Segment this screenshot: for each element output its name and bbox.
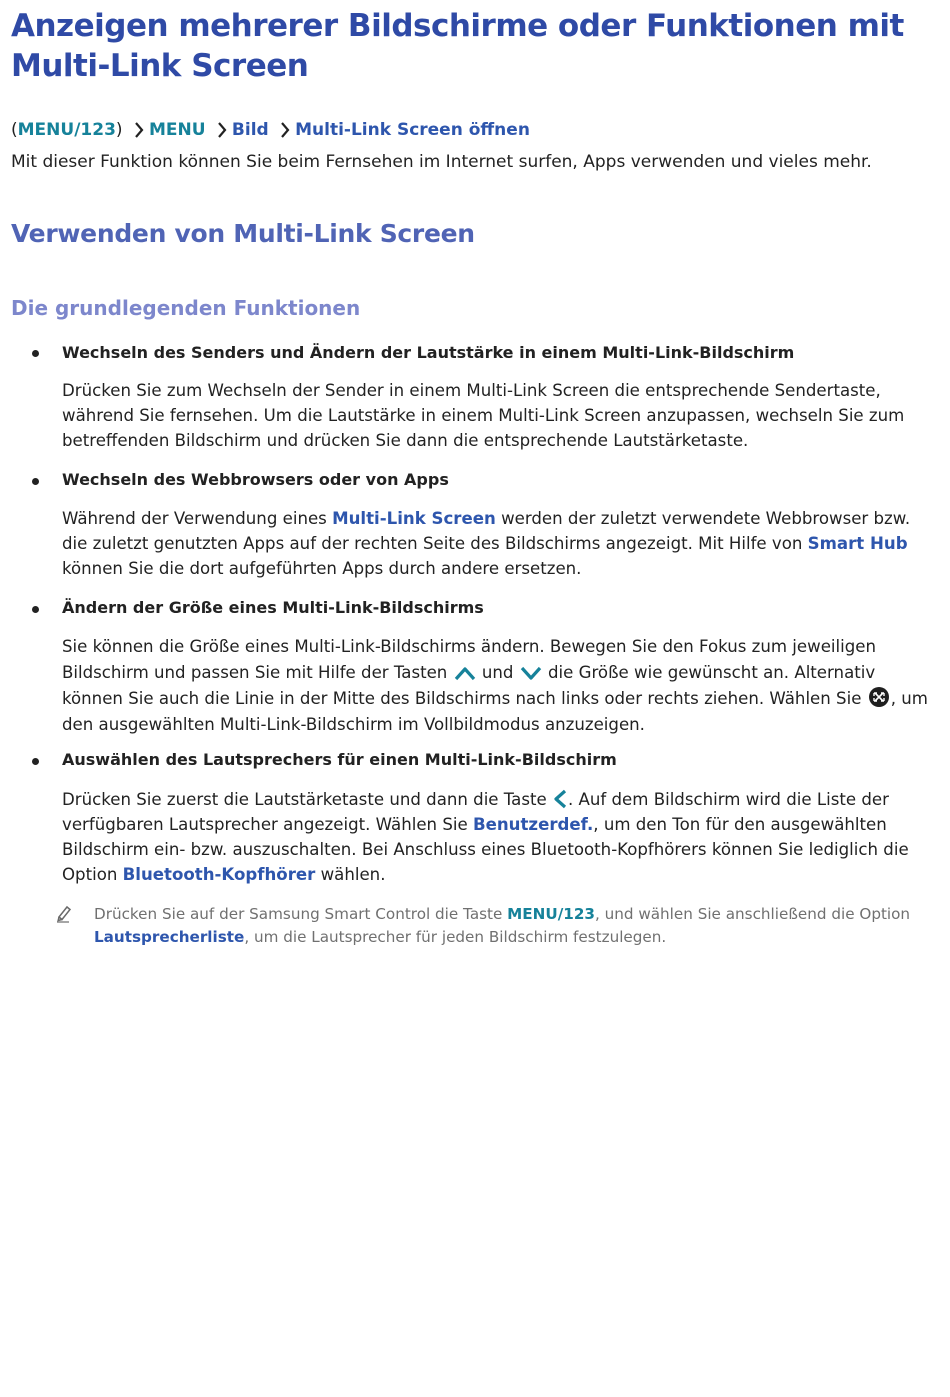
chevron-right-icon xyxy=(217,122,227,138)
text-fragment: wählen. xyxy=(315,865,386,884)
link-bluetooth-kopfhoerer[interactable]: Bluetooth-Kopfhörer xyxy=(122,865,316,884)
breadcrumb-target[interactable]: Multi-Link Screen öffnen xyxy=(295,120,530,140)
chevron-up-icon xyxy=(453,664,477,682)
text-fragment: . Auf dem Bildschirm wird die Liste der verfügbaren Lautsprecher angezeigt. Wählen Sie xyxy=(62,790,889,834)
breadcrumb-close-paren: ) xyxy=(115,120,123,140)
breadcrumb-menu[interactable]: MENU xyxy=(148,120,206,140)
text-fragment: , und wählen Sie anschließend die Option xyxy=(594,905,911,923)
chevron-down-icon xyxy=(519,664,543,682)
pencil-note-icon xyxy=(55,903,73,923)
item-title: Ändern der Größe eines Multi-Link-Bildschirms xyxy=(62,598,484,617)
bullet-dot xyxy=(32,606,39,613)
chevron-right-icon xyxy=(280,122,290,138)
item-text: Drücken Sie zum Wechseln der Sender in einem Multi-Link Screen die entsprechende Sendertaste, während Sie fernsehen. Um die Lautstärke in einem Multi-Link Screen anzupassen, wechseln Sie zum betreffenden Bildschirm und drücken Sie dann die entsprechende Lautstärketaste. xyxy=(62,381,905,450)
text-fragment: können Sie die dort aufgeführten Apps durch andere ersetzen. xyxy=(62,559,582,578)
breadcrumb-menu123[interactable]: MENU/123 xyxy=(17,120,116,140)
bullet-dot xyxy=(32,478,39,485)
text-fragment: Drücken Sie auf der Samsung Smart Control die Taste xyxy=(94,905,508,923)
item-text xyxy=(62,506,928,581)
text-fragment: Drücken Sie zuerst die Lautstärketaste und dann die Taste xyxy=(62,790,552,809)
item-title: Auswählen des Lautsprechers für einen Multi-Link-Bildschirm xyxy=(62,750,617,769)
note-text xyxy=(94,903,924,949)
text-fragment: , um die Lautsprecher für jeden Bildschirm festzulegen. xyxy=(244,928,667,946)
item-text xyxy=(62,634,928,738)
text-fragment: , um den ausgewählten Multi-Link-Bildschirm im Vollbildmodus anzuzeigen. xyxy=(62,689,928,734)
bullet-dot xyxy=(32,350,39,357)
item-title: Wechseln des Senders und Ändern der Lautstärke in einem Multi-Link-Bildschirm xyxy=(62,343,795,362)
expand-button-icon xyxy=(867,686,891,708)
link-smart-hub[interactable]: Smart Hub xyxy=(807,534,908,553)
item-title: Wechseln des Webbrowsers oder von Apps xyxy=(62,470,449,489)
breadcrumb-open-paren: ( xyxy=(11,120,18,140)
link-benutzerdef[interactable]: Benutzerdef. xyxy=(472,815,594,834)
intro-text: Mit dieser Funktion können Sie beim Fernsehen im Internet surfen, Apps verwenden und vieles mehr. xyxy=(11,152,872,172)
subsection-title: Die grundlegenden Funktionen xyxy=(11,296,361,320)
text-fragment: die Größe wie gewünscht an. Alternativ können Sie auch die Linie in der Mitte des Bildschirms nach links oder rechts ziehen. Wählen Sie xyxy=(62,663,876,708)
link-lautsprecherliste[interactable]: Lautsprecherliste xyxy=(94,928,245,946)
section-title: Verwenden von Multi-Link Screen xyxy=(11,219,475,248)
chevron-right-icon xyxy=(134,122,144,138)
text-fragment: und xyxy=(476,663,519,682)
page-title: Anzeigen mehrerer Bildschirme oder Funktionen mit Multi-Link Screen xyxy=(11,8,904,84)
chevron-left-icon xyxy=(552,789,568,809)
note-key-menu123[interactable]: MENU/123 xyxy=(507,905,595,923)
bullet-dot xyxy=(32,758,39,765)
item-text xyxy=(62,787,928,887)
breadcrumb xyxy=(11,119,530,141)
text-fragment: , um den Ton für den ausgewählten Bildschirm ein- bzw. auszuschalten. Bei Anschluss eines Bluetooth-Kopfhörers können Sie lediglich die Option xyxy=(62,815,909,884)
link-multi-link-screen[interactable]: Multi-Link Screen xyxy=(332,509,496,528)
breadcrumb-bild[interactable]: Bild xyxy=(231,120,269,140)
text-fragment: werden der zuletzt verwendete Webbrowser bzw. die zuletzt genutzten Apps auf der rechten Seite des Bildschirms angezeigt. Mit Hilfe von xyxy=(62,509,911,553)
text-fragment: Während der Verwendung eines xyxy=(62,509,333,528)
text-fragment: Sie können die Größe eines Multi-Link-Bildschirms ändern. Bewegen Sie den Fokus zum jeweiligen Bildschirm und passen Sie mit Hilfe der Tasten xyxy=(62,637,876,682)
